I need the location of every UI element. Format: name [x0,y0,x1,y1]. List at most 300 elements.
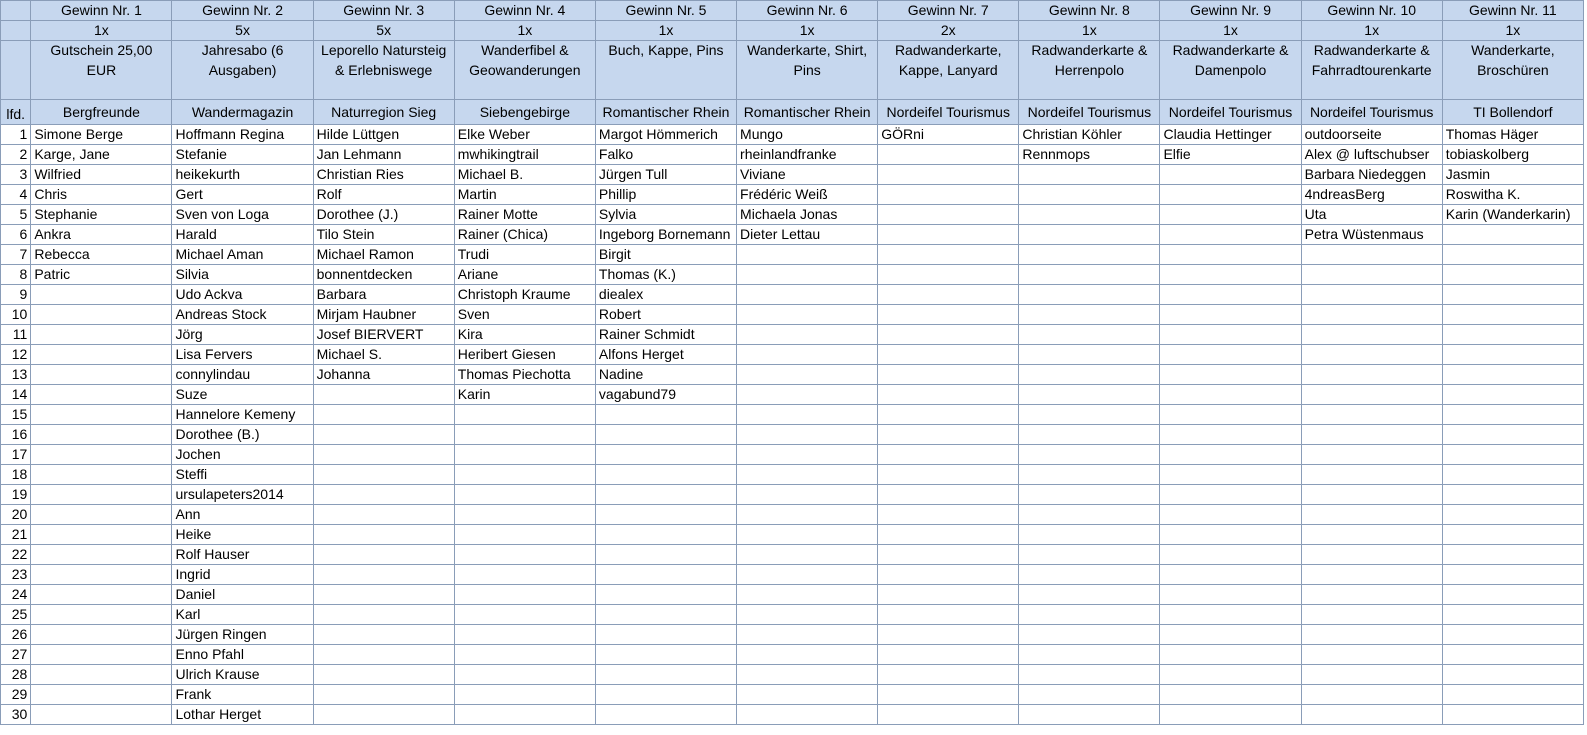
corner-cell[interactable] [1,41,31,100]
winner-name-cell[interactable] [313,605,454,625]
winner-name-cell[interactable] [454,565,595,585]
winner-name-cell[interactable] [878,205,1019,225]
winner-name-cell[interactable] [1160,705,1301,725]
quantity-cell[interactable]: 5x [313,21,454,41]
winner-name-cell[interactable]: outdoorseite [1301,125,1442,145]
winner-name-cell[interactable] [1442,325,1583,345]
winner-name-cell[interactable]: Mungo [737,125,878,145]
winner-name-cell[interactable] [878,565,1019,585]
winner-name-cell[interactable] [595,425,736,445]
winner-name-cell[interactable] [1019,225,1160,245]
winner-name-cell[interactable] [1442,405,1583,425]
winner-name-cell[interactable] [1019,165,1160,185]
winner-name-cell[interactable]: Kira [454,325,595,345]
winner-name-cell[interactable] [454,525,595,545]
row-number-cell[interactable]: 24 [1,585,31,605]
row-number-cell[interactable]: 28 [1,665,31,685]
winner-name-cell[interactable]: Nadine [595,365,736,385]
winner-name-cell[interactable] [1160,505,1301,525]
winner-name-cell[interactable]: Sven [454,305,595,325]
winner-name-cell[interactable] [737,425,878,445]
row-number-cell[interactable]: 15 [1,405,31,425]
winner-name-cell[interactable]: connylindau [172,365,313,385]
sponsor-cell[interactable]: Bergfreunde [31,100,172,125]
winner-name-cell[interactable] [1160,485,1301,505]
winner-name-cell[interactable] [1019,405,1160,425]
winner-name-cell[interactable] [1019,345,1160,365]
winner-name-cell[interactable] [1442,605,1583,625]
winner-name-cell[interactable] [1301,405,1442,425]
winner-name-cell[interactable] [878,285,1019,305]
winner-name-cell[interactable] [1442,245,1583,265]
winner-name-cell[interactable]: Hilde Lüttgen [313,125,454,145]
winner-name-cell[interactable]: Birgit [595,245,736,265]
winner-name-cell[interactable] [1301,305,1442,325]
winner-name-cell[interactable] [313,445,454,465]
winner-name-cell[interactable]: Barbara [313,285,454,305]
winner-name-cell[interactable] [1442,565,1583,585]
winner-name-cell[interactable] [1301,505,1442,525]
winner-name-cell[interactable] [1160,225,1301,245]
winner-name-cell[interactable] [737,505,878,525]
winner-name-cell[interactable]: Simone Berge [31,125,172,145]
winner-name-cell[interactable] [737,565,878,585]
winner-name-cell[interactable]: Christoph Kraume [454,285,595,305]
winner-name-cell[interactable] [878,245,1019,265]
row-number-cell[interactable]: 30 [1,705,31,725]
winner-name-cell[interactable]: Rainer Motte [454,205,595,225]
winner-name-cell[interactable] [737,285,878,305]
winner-name-cell[interactable]: Josef BIERVERT [313,325,454,345]
winner-name-cell[interactable] [1301,545,1442,565]
quantity-cell[interactable]: 1x [595,21,736,41]
prize-title-cell[interactable]: Gewinn Nr. 10 [1301,1,1442,21]
winner-name-cell[interactable]: Michael S. [313,345,454,365]
winner-name-cell[interactable] [454,465,595,485]
winner-name-cell[interactable]: Johanna [313,365,454,385]
winner-name-cell[interactable]: Rainer (Chica) [454,225,595,245]
row-number-cell[interactable]: 25 [1,605,31,625]
row-number-cell[interactable]: 12 [1,345,31,365]
winner-name-cell[interactable] [1442,365,1583,385]
winner-name-cell[interactable] [1442,265,1583,285]
winner-name-cell[interactable] [31,465,172,485]
winner-name-cell[interactable]: Udo Ackva [172,285,313,305]
sponsor-cell[interactable]: Nordeifel Tourismus [1160,100,1301,125]
winner-name-cell[interactable]: Ingrid [172,565,313,585]
winner-name-cell[interactable]: Thomas Häger [1442,125,1583,145]
winner-name-cell[interactable] [1019,265,1160,285]
row-number-cell[interactable]: 4 [1,185,31,205]
winner-name-cell[interactable]: Jürgen Tull [595,165,736,185]
row-number-cell[interactable]: 8 [1,265,31,285]
winner-name-cell[interactable] [595,705,736,725]
winner-name-cell[interactable] [1301,525,1442,545]
winner-name-cell[interactable] [1442,305,1583,325]
winner-name-cell[interactable] [31,705,172,725]
winner-name-cell[interactable] [31,505,172,525]
winner-name-cell[interactable]: diealex [595,285,736,305]
winner-name-cell[interactable]: Barbara Niedeggen [1301,165,1442,185]
winner-name-cell[interactable] [1301,265,1442,285]
winner-name-cell[interactable]: Ann [172,505,313,525]
winner-name-cell[interactable] [878,505,1019,525]
winner-name-cell[interactable] [737,325,878,345]
prize-title-cell[interactable]: Gewinn Nr. 7 [878,1,1019,21]
winner-name-cell[interactable] [31,565,172,585]
winner-name-cell[interactable] [1301,325,1442,345]
winner-name-cell[interactable] [878,605,1019,625]
winner-name-cell[interactable] [737,685,878,705]
winner-name-cell[interactable] [31,365,172,385]
winner-name-cell[interactable]: Christian Köhler [1019,125,1160,145]
winner-name-cell[interactable]: Karl [172,605,313,625]
winner-name-cell[interactable] [595,445,736,465]
winner-name-cell[interactable] [454,645,595,665]
row-number-cell[interactable]: 10 [1,305,31,325]
winner-name-cell[interactable] [1442,585,1583,605]
prize-description-cell[interactable]: Buch, Kappe, Pins [595,41,736,100]
winner-name-cell[interactable]: Jürgen Ringen [172,625,313,645]
winner-name-cell[interactable] [878,685,1019,705]
winner-name-cell[interactable]: Karin (Wanderkarin) [1442,205,1583,225]
sponsor-cell[interactable]: Romantischer Rhein [737,100,878,125]
row-number-cell[interactable]: 3 [1,165,31,185]
sponsor-cell[interactable]: Nordeifel Tourismus [1301,100,1442,125]
winner-name-cell[interactable]: 4ndreasBerg [1301,185,1442,205]
winner-name-cell[interactable]: Frédéric Weiß [737,185,878,205]
winner-name-cell[interactable] [1019,605,1160,625]
winner-name-cell[interactable]: Robert [595,305,736,325]
winner-name-cell[interactable] [1019,685,1160,705]
winner-name-cell[interactable] [454,405,595,425]
prize-title-cell[interactable]: Gewinn Nr. 2 [172,1,313,21]
winner-name-cell[interactable] [31,305,172,325]
sponsor-cell[interactable]: TI Bollendorf [1442,100,1583,125]
row-number-cell[interactable]: 16 [1,425,31,445]
winner-name-cell[interactable] [1442,505,1583,525]
quantity-cell[interactable]: 1x [1019,21,1160,41]
winner-name-cell[interactable]: Dieter Lettau [737,225,878,245]
winner-name-cell[interactable] [1019,465,1160,485]
winner-name-cell[interactable]: Suze [172,385,313,405]
prize-description-cell[interactable]: Leporello Natursteig & Erlebniswege [313,41,454,100]
winner-name-cell[interactable] [31,405,172,425]
winner-name-cell[interactable]: Patric [31,265,172,285]
winner-name-cell[interactable]: rheinlandfranke [737,145,878,165]
winner-name-cell[interactable]: Trudi [454,245,595,265]
winner-name-cell[interactable] [31,445,172,465]
winner-name-cell[interactable] [737,705,878,725]
winner-name-cell[interactable] [1160,425,1301,445]
winner-name-cell[interactable] [1442,345,1583,365]
prize-description-cell[interactable]: Jahresabo (6 Ausgaben) [172,41,313,100]
winner-name-cell[interactable]: Wilfried [31,165,172,185]
winner-name-cell[interactable] [31,665,172,685]
winner-name-cell[interactable] [1442,685,1583,705]
winner-name-cell[interactable]: Dorothee (J.) [313,205,454,225]
winner-name-cell[interactable] [313,705,454,725]
winner-name-cell[interactable] [313,425,454,445]
winner-name-cell[interactable] [1160,285,1301,305]
winner-name-cell[interactable] [1301,665,1442,685]
winner-name-cell[interactable] [595,685,736,705]
winner-name-cell[interactable] [1442,485,1583,505]
winner-name-cell[interactable]: Chris [31,185,172,205]
corner-cell[interactable] [1,1,31,21]
winner-name-cell[interactable] [31,625,172,645]
winner-name-cell[interactable] [313,385,454,405]
winner-name-cell[interactable]: Jochen [172,445,313,465]
winner-name-cell[interactable] [1019,305,1160,325]
winner-name-cell[interactable] [31,545,172,565]
winner-name-cell[interactable]: Mirjam Haubner [313,305,454,325]
sponsor-cell[interactable]: Romantischer Rhein [595,100,736,125]
winner-name-cell[interactable] [878,545,1019,565]
winner-name-cell[interactable]: vagabund79 [595,385,736,405]
winner-name-cell[interactable] [1301,485,1442,505]
winner-name-cell[interactable] [454,485,595,505]
winner-name-cell[interactable] [31,605,172,625]
winner-name-cell[interactable]: Andreas Stock [172,305,313,325]
quantity-cell[interactable]: 1x [1160,21,1301,41]
winner-name-cell[interactable] [31,385,172,405]
winner-name-cell[interactable] [1019,545,1160,565]
winner-name-cell[interactable]: Jan Lehmann [313,145,454,165]
prize-description-cell[interactable]: Gutschein 25,00 EUR [31,41,172,100]
winner-name-cell[interactable]: Tilo Stein [313,225,454,245]
row-number-cell[interactable]: 2 [1,145,31,165]
row-number-cell[interactable]: 14 [1,385,31,405]
winner-name-cell[interactable]: Jörg [172,325,313,345]
winner-name-cell[interactable] [313,405,454,425]
winner-name-cell[interactable] [31,525,172,545]
winner-name-cell[interactable] [1301,285,1442,305]
winner-name-cell[interactable] [1019,565,1160,585]
winner-name-cell[interactable] [1301,345,1442,365]
winner-name-cell[interactable] [1301,705,1442,725]
winner-name-cell[interactable] [1019,705,1160,725]
winner-name-cell[interactable] [1160,345,1301,365]
winner-name-cell[interactable] [31,645,172,665]
winner-name-cell[interactable] [1160,605,1301,625]
winner-name-cell[interactable] [1160,565,1301,585]
winner-name-cell[interactable] [313,685,454,705]
winner-name-cell[interactable]: Sylvia [595,205,736,225]
sponsor-cell[interactable]: Siebengebirge [454,100,595,125]
winner-name-cell[interactable] [1160,465,1301,485]
winner-name-cell[interactable]: Gert [172,185,313,205]
winner-name-cell[interactable] [1160,165,1301,185]
winner-name-cell[interactable]: Viviane [737,165,878,185]
quantity-cell[interactable]: 1x [1442,21,1583,41]
corner-cell[interactable] [1,21,31,41]
winner-name-cell[interactable]: Falko [595,145,736,165]
winner-name-cell[interactable] [31,345,172,365]
winner-name-cell[interactable] [737,385,878,405]
winner-name-cell[interactable] [1442,665,1583,685]
winner-name-cell[interactable] [1019,585,1160,605]
winner-name-cell[interactable]: Rolf [313,185,454,205]
winner-name-cell[interactable] [595,525,736,545]
winner-name-cell[interactable] [737,605,878,625]
winner-name-cell[interactable] [595,565,736,585]
winner-name-cell[interactable] [737,485,878,505]
winner-name-cell[interactable]: Lisa Fervers [172,345,313,365]
winner-name-cell[interactable] [878,385,1019,405]
winner-name-cell[interactable]: Karge, Jane [31,145,172,165]
winner-name-cell[interactable]: Sven von Loga [172,205,313,225]
prize-description-cell[interactable]: Radwanderkarte & Herrenpolo [1019,41,1160,100]
quantity-cell[interactable]: 1x [31,21,172,41]
winner-name-cell[interactable] [1160,685,1301,705]
winner-name-cell[interactable] [737,665,878,685]
winner-name-cell[interactable]: Michael B. [454,165,595,185]
winner-name-cell[interactable] [1442,425,1583,445]
winner-name-cell[interactable] [737,545,878,565]
prize-title-cell[interactable]: Gewinn Nr. 4 [454,1,595,21]
winner-name-cell[interactable] [1160,245,1301,265]
lfd-header-cell[interactable]: lfd. [1,100,31,125]
winner-name-cell[interactable]: Alfons Herget [595,345,736,365]
winner-name-cell[interactable] [313,645,454,665]
winner-name-cell[interactable] [1442,465,1583,485]
row-number-cell[interactable]: 21 [1,525,31,545]
winner-name-cell[interactable] [1160,545,1301,565]
winner-name-cell[interactable]: Ankra [31,225,172,245]
winner-name-cell[interactable] [1160,205,1301,225]
winner-name-cell[interactable] [1160,365,1301,385]
winner-name-cell[interactable] [1301,425,1442,445]
winner-name-cell[interactable] [313,525,454,545]
prize-description-cell[interactable]: Wanderfibel & Geowanderungen [454,41,595,100]
winner-name-cell[interactable]: Rennmops [1019,145,1160,165]
winner-name-cell[interactable]: Rolf Hauser [172,545,313,565]
winner-name-cell[interactable] [878,445,1019,465]
winner-name-cell[interactable] [737,305,878,325]
winner-name-cell[interactable] [878,585,1019,605]
winner-name-cell[interactable]: Stefanie [172,145,313,165]
winner-name-cell[interactable]: Margot Hömmerich [595,125,736,145]
winner-name-cell[interactable] [31,285,172,305]
winner-name-cell[interactable]: Petra Wüstenmaus [1301,225,1442,245]
winner-name-cell[interactable] [31,425,172,445]
winner-name-cell[interactable] [1019,525,1160,545]
winner-name-cell[interactable] [1019,365,1160,385]
winner-name-cell[interactable] [31,585,172,605]
winner-name-cell[interactable] [878,185,1019,205]
winner-name-cell[interactable] [1301,645,1442,665]
prize-title-cell[interactable]: Gewinn Nr. 3 [313,1,454,21]
winner-name-cell[interactable] [1019,665,1160,685]
winner-name-cell[interactable] [1442,545,1583,565]
winner-name-cell[interactable] [878,485,1019,505]
winner-name-cell[interactable] [1160,265,1301,285]
winner-name-cell[interactable] [878,305,1019,325]
winner-name-cell[interactable] [31,685,172,705]
winner-name-cell[interactable] [313,465,454,485]
winner-name-cell[interactable] [737,365,878,385]
winner-name-cell[interactable]: Thomas (K.) [595,265,736,285]
quantity-cell[interactable]: 1x [1301,21,1442,41]
winner-name-cell[interactable] [454,425,595,445]
winner-name-cell[interactable] [313,625,454,645]
winner-name-cell[interactable] [1160,585,1301,605]
winner-name-cell[interactable] [1442,705,1583,725]
winner-name-cell[interactable] [595,485,736,505]
winner-name-cell[interactable] [737,465,878,485]
winner-name-cell[interactable] [1019,325,1160,345]
prize-title-cell[interactable]: Gewinn Nr. 6 [737,1,878,21]
winner-name-cell[interactable] [878,405,1019,425]
row-number-cell[interactable]: 26 [1,625,31,645]
winner-name-cell[interactable] [595,585,736,605]
winner-name-cell[interactable] [737,585,878,605]
winner-name-cell[interactable] [878,225,1019,245]
winner-name-cell[interactable] [1160,185,1301,205]
prize-description-cell[interactable]: Radwanderkarte & Fahrradtourenkarte [1301,41,1442,100]
winner-name-cell[interactable] [878,465,1019,485]
winner-name-cell[interactable] [1160,525,1301,545]
winner-name-cell[interactable] [454,705,595,725]
winner-name-cell[interactable]: Karin [454,385,595,405]
sponsor-cell[interactable]: Nordeifel Tourismus [878,100,1019,125]
winner-name-cell[interactable] [878,165,1019,185]
row-number-cell[interactable]: 19 [1,485,31,505]
winner-name-cell[interactable] [878,645,1019,665]
row-number-cell[interactable]: 7 [1,245,31,265]
row-number-cell[interactable]: 11 [1,325,31,345]
winner-name-cell[interactable] [878,425,1019,445]
winner-name-cell[interactable] [1301,245,1442,265]
winner-name-cell[interactable] [737,645,878,665]
winner-name-cell[interactable] [454,605,595,625]
winner-name-cell[interactable] [878,625,1019,645]
winner-name-cell[interactable] [1019,285,1160,305]
winner-name-cell[interactable] [1442,225,1583,245]
sponsor-cell[interactable]: Naturregion Sieg [313,100,454,125]
winner-name-cell[interactable] [1019,185,1160,205]
winner-name-cell[interactable]: tobiaskolberg [1442,145,1583,165]
winner-name-cell[interactable]: bonnentdecken [313,265,454,285]
sponsor-cell[interactable]: Nordeifel Tourismus [1019,100,1160,125]
winner-name-cell[interactable] [737,445,878,465]
row-number-cell[interactable]: 29 [1,685,31,705]
row-number-cell[interactable]: 5 [1,205,31,225]
winner-name-cell[interactable]: GÖRni [878,125,1019,145]
winner-name-cell[interactable]: heikekurth [172,165,313,185]
winner-name-cell[interactable] [737,625,878,645]
winner-name-cell[interactable] [454,585,595,605]
winner-name-cell[interactable] [1019,205,1160,225]
winner-name-cell[interactable] [313,505,454,525]
winner-name-cell[interactable]: Phillip [595,185,736,205]
winner-name-cell[interactable] [1301,625,1442,645]
winner-name-cell[interactable] [737,245,878,265]
row-number-cell[interactable]: 20 [1,505,31,525]
winner-name-cell[interactable]: Lothar Herget [172,705,313,725]
winner-name-cell[interactable]: Harald [172,225,313,245]
prize-description-cell[interactable]: Wanderkarte, Shirt, Pins [737,41,878,100]
winner-name-cell[interactable]: Jasmin [1442,165,1583,185]
quantity-cell[interactable]: 5x [172,21,313,41]
winner-name-cell[interactable]: Michael Aman [172,245,313,265]
winner-name-cell[interactable]: Alex @ luftschubser [1301,145,1442,165]
winner-name-cell[interactable] [595,465,736,485]
winner-name-cell[interactable] [595,665,736,685]
winner-name-cell[interactable] [1019,385,1160,405]
winner-name-cell[interactable] [878,665,1019,685]
